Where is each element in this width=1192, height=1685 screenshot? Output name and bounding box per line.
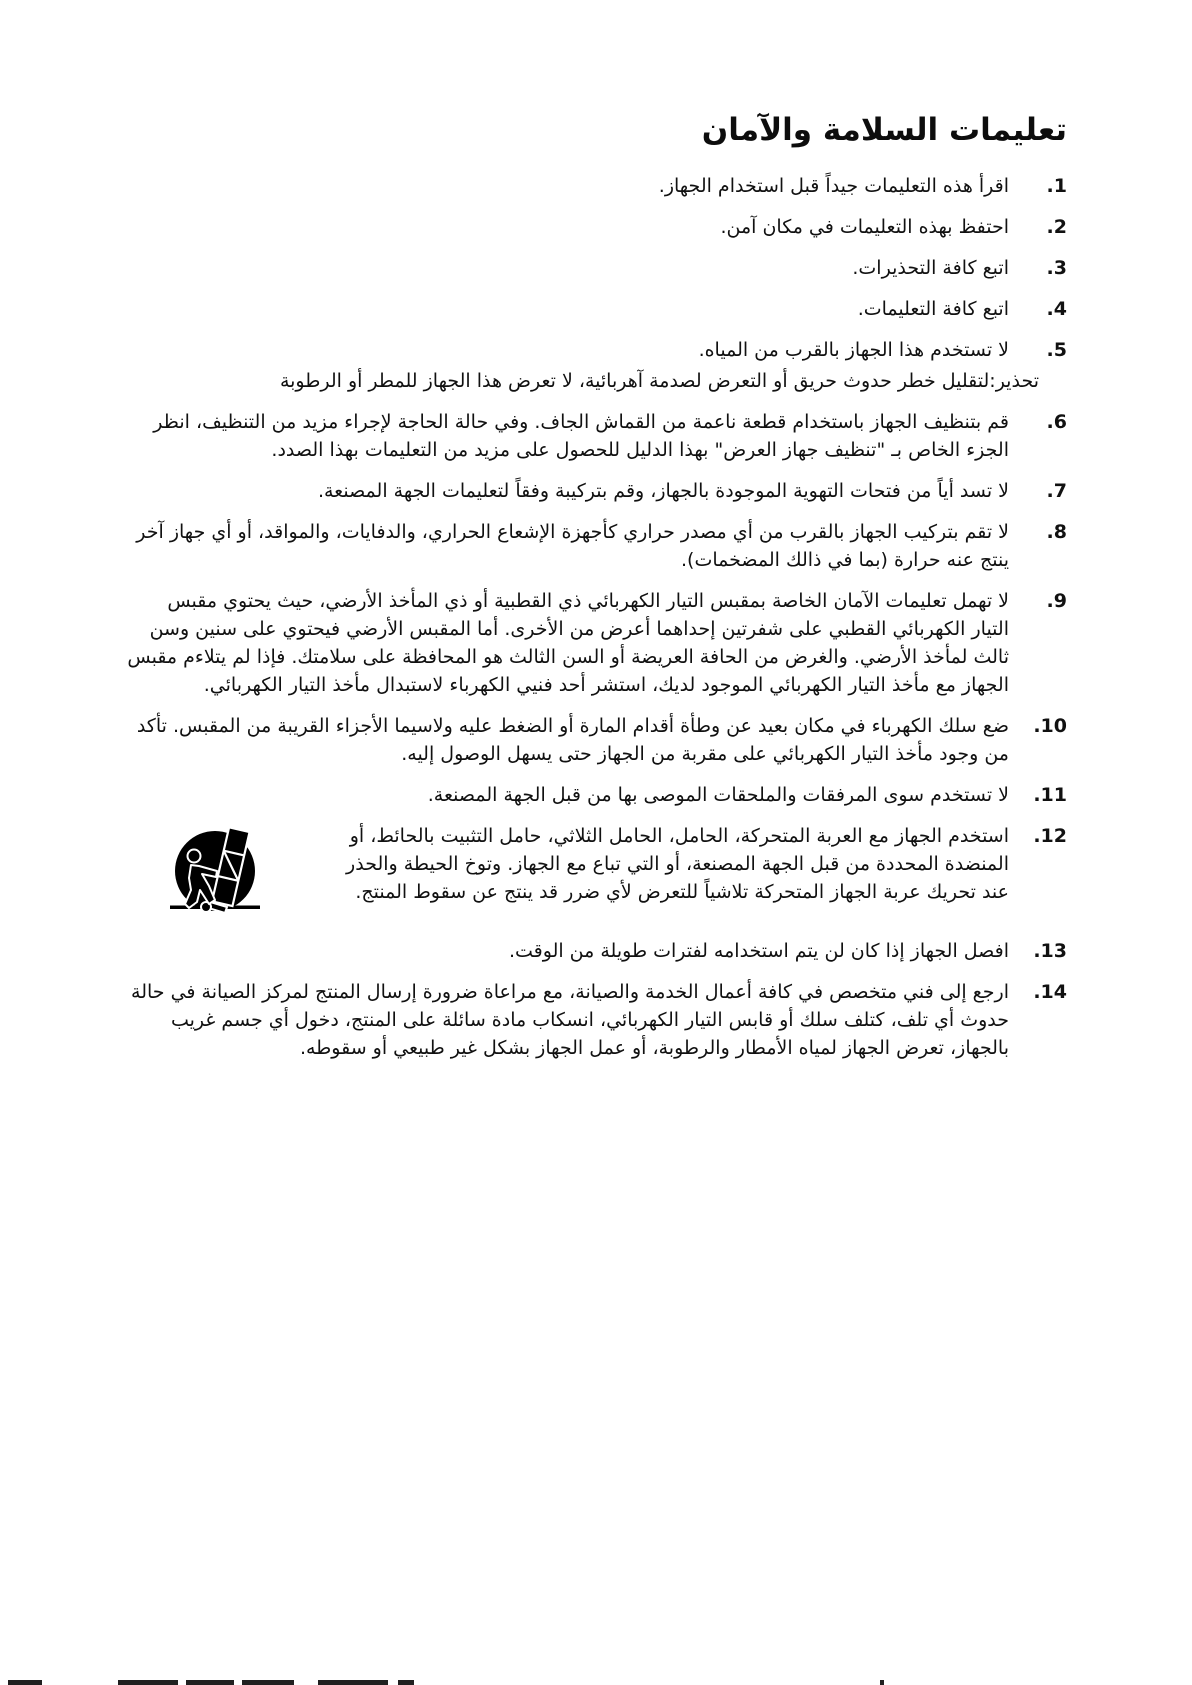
instruction-item <box>127 712 1067 768</box>
item-body <box>127 254 1009 282</box>
item-body <box>127 822 1009 924</box>
item-number: 2. <box>1046 216 1067 238</box>
item-number: 1. <box>1046 175 1067 197</box>
item-text: لا تسد أياً من فتحات التهوية الموجودة بالجهاز، وقم بتركيبة وفقاً لتعليمات الجهة المصنعة. <box>317 480 1009 502</box>
instruction-item <box>127 408 1067 464</box>
instruction-item <box>127 254 1067 282</box>
instruction-item <box>127 336 1067 395</box>
item-number: 9. <box>1046 590 1067 612</box>
page-title: تعليمات السلامة والآمان <box>701 112 1067 148</box>
item-text: قم بتنظيف الجهاز باستخدام قطعة ناعمة من القماش الجاف. وفي حالة الحاجة لإجراء مزيد من التنظيف، انظر الجزء الخاص بـ "تنظيف جهاز العرض" بهذا الدليل للحصول على مزيد من التعليمات بهذا الصدد. <box>153 411 1009 461</box>
instruction-item <box>127 937 1067 965</box>
instruction-item <box>127 587 1067 699</box>
item-text: لا تقم بتركيب الجهاز بالقرب من أي مصدر حراري كأجهزة الإشعاع الحراري، والدفايات، والمواقد، أو أي جهاز آخر ينتج عنه حرارة (بما في ذالك المضخمات). <box>136 521 1009 571</box>
item-body <box>127 336 1039 395</box>
item-number: 3. <box>1046 257 1067 279</box>
item-number: 5. <box>1046 339 1067 361</box>
item-text: افصل الجهاز إذا كان لن يتم استخدامه لفترات طويلة من الوقت. <box>508 940 1009 962</box>
instruction-item <box>127 822 1067 924</box>
item-text: ضع سلك الكهرباء في مكان بعيد عن وطأة أقدام المارة أو الضغط عليه ولاسيما الأجزاء القريبة من المقبس. تأكد من وجود مأخذ التيار الكهربائي على مقربة من الجهاز حتى يسهل الوصول إليه. <box>136 715 1009 765</box>
instruction-list <box>127 172 1067 1062</box>
instruction-item <box>127 978 1067 1062</box>
instruction-item <box>127 518 1067 574</box>
instruction-item <box>127 295 1067 323</box>
item-body <box>127 518 1009 574</box>
item-text: استخدم الجهاز مع العربة المتحركة، الحامل، الحامل الثلاثي، حامل التثبيت بالحائط، أو المنضدة المحددة من قبل الجهة المصنعة، أو التي تباع مع الجهاز. وتوخ الحيطة والحذر عند تحريك عربة الجهاز المتحركة تلاشياً للتعرض لأي ضرر قد ينتج عن سقوط المنتج. <box>346 825 1009 903</box>
item-body <box>127 295 1009 323</box>
instruction-item <box>127 172 1067 200</box>
item-text: اقرأ هذه التعليمات جيداً قبل استخدام الجهاز. <box>658 175 1009 197</box>
item-text: اتبع كافة التعليمات. <box>857 298 1009 320</box>
item-body <box>127 477 1009 505</box>
item-text: لا تستخدم هذا الجهاز بالقرب من المياه. <box>698 339 1009 361</box>
instruction-item <box>127 213 1067 241</box>
instruction-item <box>127 477 1067 505</box>
item-body <box>127 978 1009 1062</box>
item-text: ارجع إلى فني متخصص في كافة أعمال الخدمة والصيانة، مع مراعاة ضرورة إرسال المنتج لمركز الصيانة في حالة حدوث أي تلف، كتلف سلك أو قابس التيار الكهربائي، انسكاب مادة سائلة على المنتج، دخول أي جسم غريب بالجهاز، تعرض الجهاز لمياه الأمطار والرطوبة، أو عمل الجهاز بشكل غير طبيعي أو سقوطه. <box>131 981 1009 1059</box>
item-number: 6. <box>1046 411 1067 433</box>
item-number: 12. <box>1033 825 1067 847</box>
item-body <box>127 781 1009 809</box>
item-body <box>127 213 1009 241</box>
item-number: 8. <box>1046 521 1067 543</box>
item-number: 11. <box>1033 784 1067 806</box>
item-number: 4. <box>1046 298 1067 320</box>
item-number: 13. <box>1033 940 1067 962</box>
item-number: 10. <box>1033 715 1067 737</box>
item-warning-note: تحذير:لتقليل خطر حدوث حريق أو التعرض لصدمة آهربائية، لا تعرض هذا الجهاز للمطر أو الرطوبة <box>279 370 1039 392</box>
item-body <box>127 937 1009 965</box>
cart-warning-icon <box>169 822 261 922</box>
instruction-item <box>127 781 1067 809</box>
item-body <box>127 587 1009 699</box>
clipped-footer-text <box>0 1679 1192 1685</box>
item-body <box>127 712 1009 768</box>
item-number: 7. <box>1046 480 1067 502</box>
item-body <box>127 172 1009 200</box>
item-text: لا تهمل تعليمات الآمان الخاصة بمقبس التيار الكهربائي ذي القطبية أو ذي المأخذ الأرضي، حيث يحتوي مقبس التيار الكهربائي القطبي على شفرتين إحداهما أعرض من الأخرى. أما المقبس الأرضي فيحتوي على سنين وسن ثالث لمأخذ الأرضي. والغرض من الحافة العريضة أو السن الثالث هو المحافظة على سلامتك. فإذا لم يتلاءم مقبس الجهاز مع مأخذ التيار الكهربائي الموجود لديك، استشر أحد فنيي الكهرباء لاستبدال مأخذ التيار الكهربائي. <box>127 590 1009 696</box>
item-number: 14. <box>1033 981 1067 1003</box>
item-text: احتفظ بهذه التعليمات في مكان آمن. <box>720 216 1009 238</box>
item-body <box>127 408 1009 464</box>
item-text: اتبع كافة التحذيرات. <box>852 257 1009 279</box>
item-text: لا تستخدم سوى المرفقات والملحقات الموصى بها من قبل الجهة المصنعة. <box>427 784 1009 806</box>
